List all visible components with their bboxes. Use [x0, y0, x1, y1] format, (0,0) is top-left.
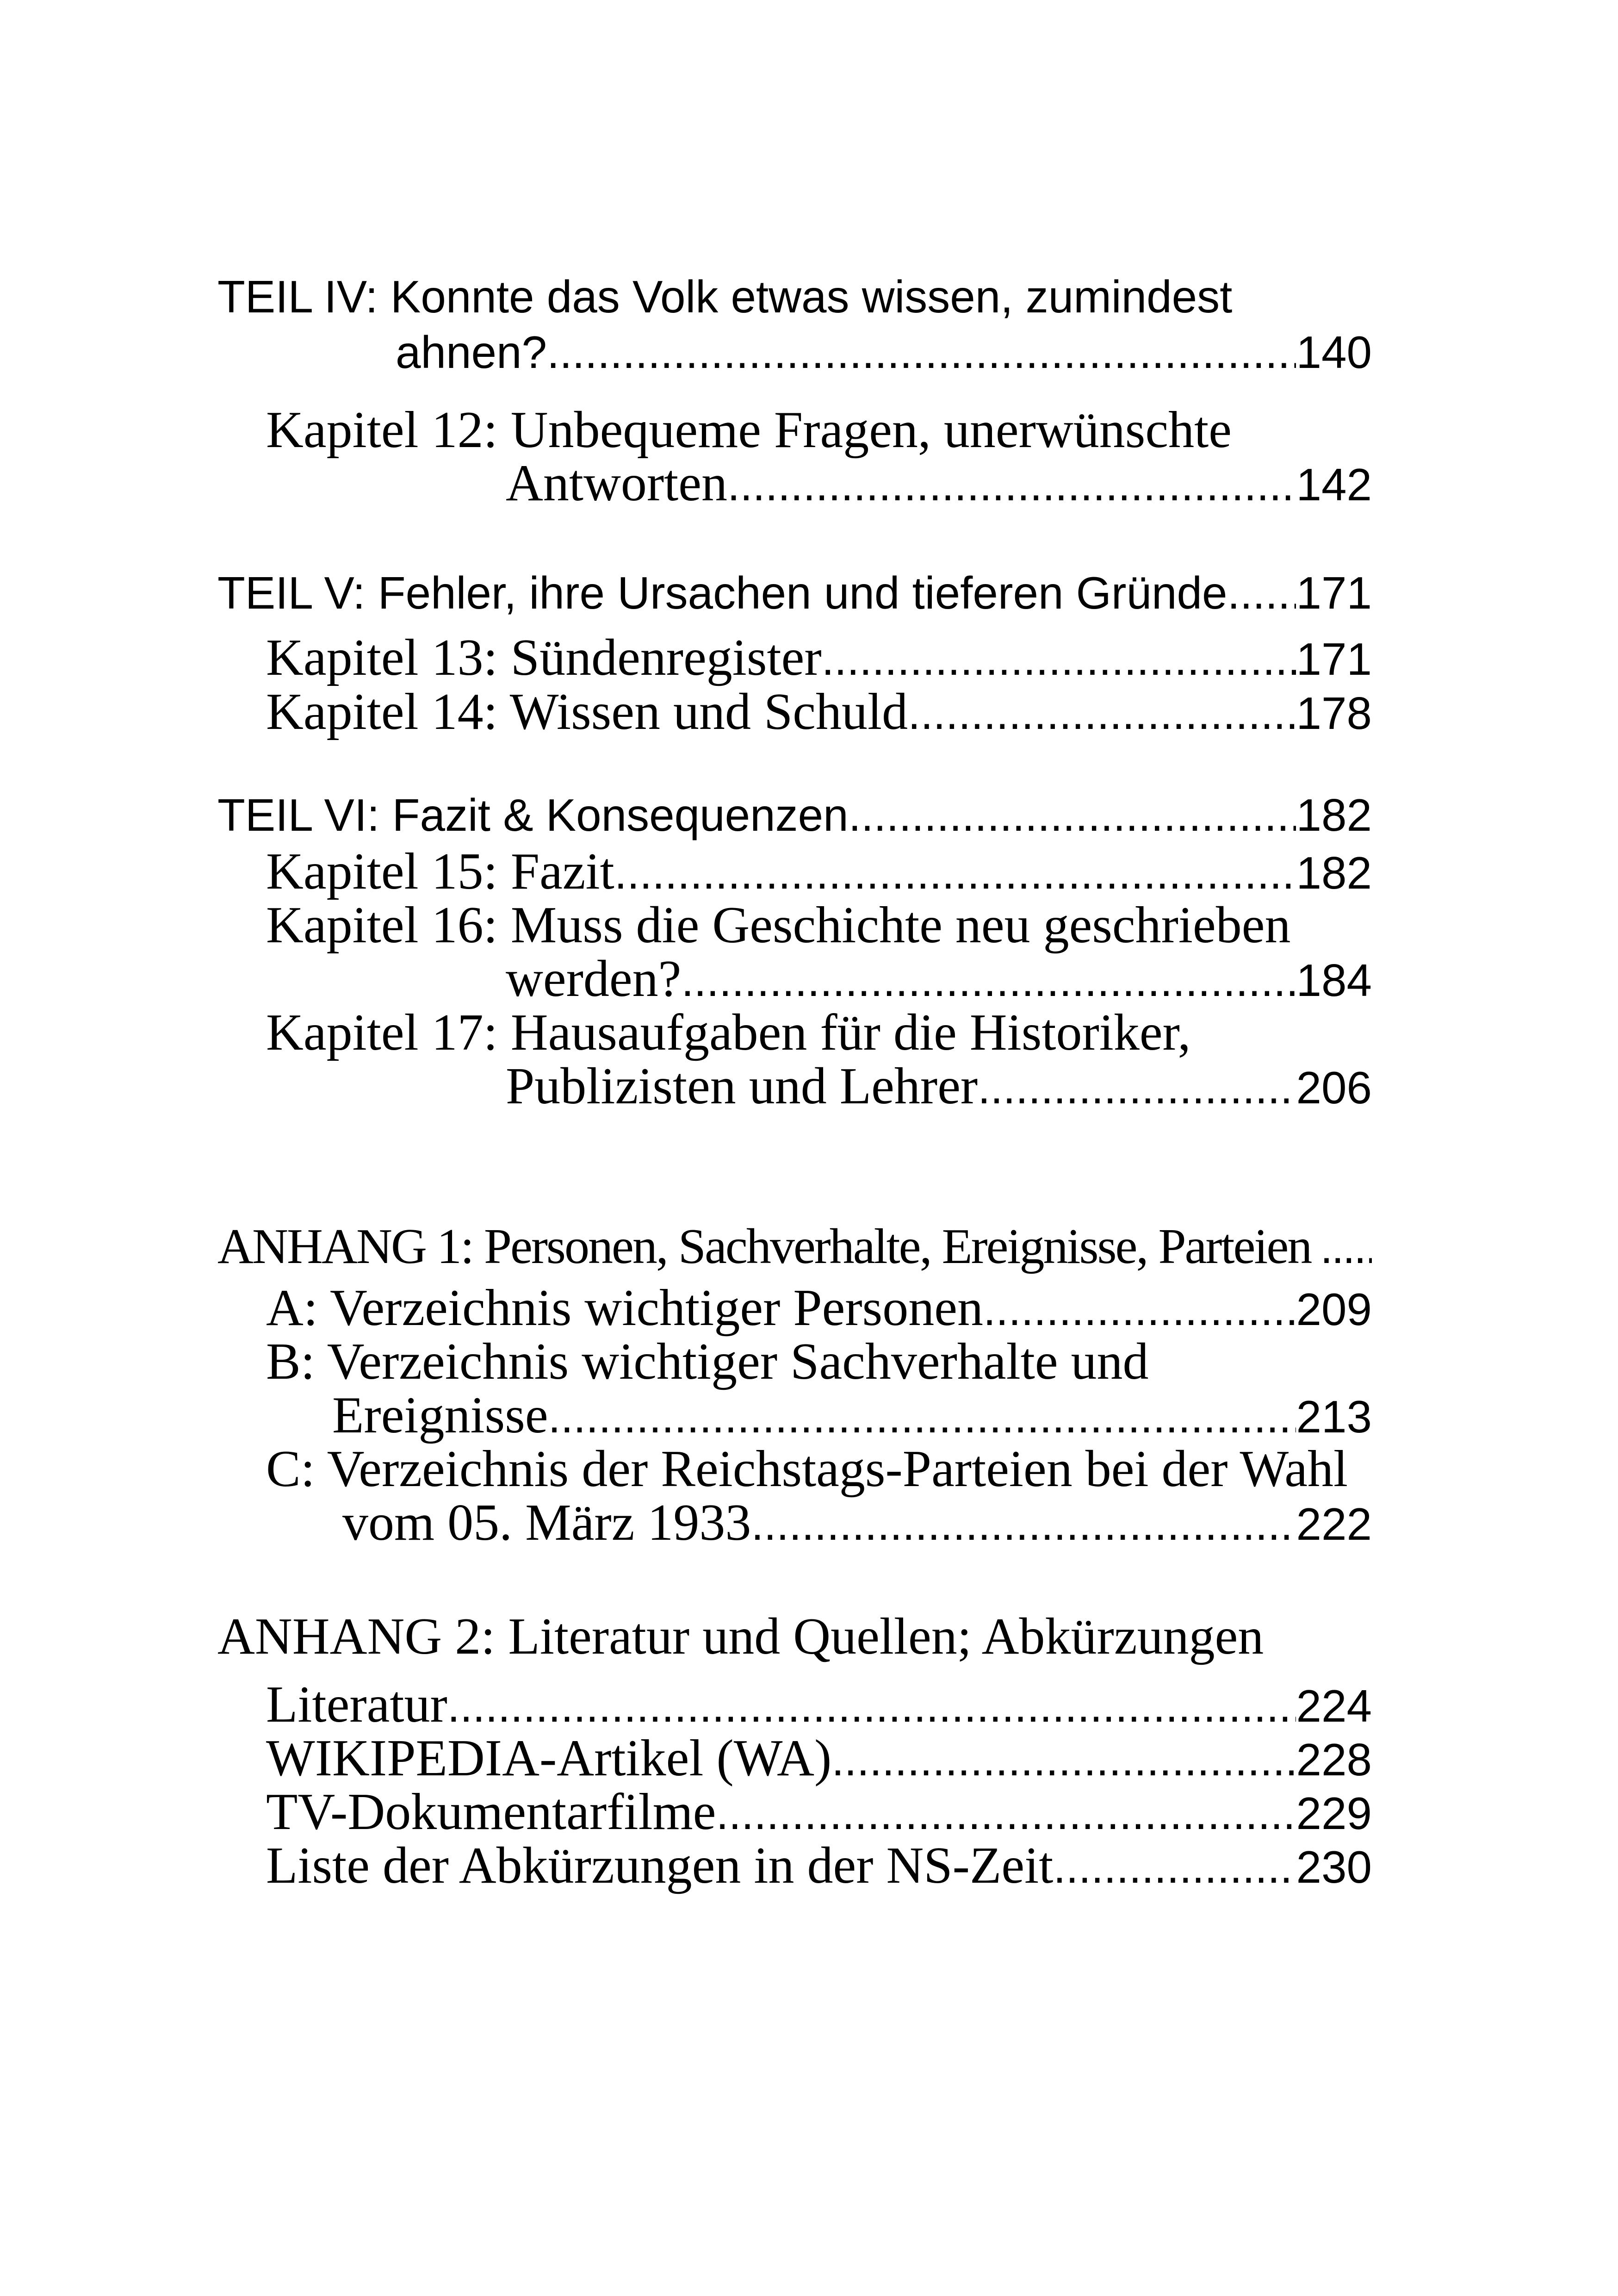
appendix-entry-continuation: vom 05. März 1933: [342, 1494, 751, 1551]
page-number: 171: [1296, 634, 1372, 684]
chapter-title-continuation: werden?: [506, 950, 682, 1008]
dot-leader: [716, 1791, 1296, 1836]
chapter-title: Kapitel 12: Unbequeme Fragen, unerwünschte: [266, 401, 1232, 459]
page-number: 171: [1296, 567, 1372, 618]
toc-entry[interactable]: [266, 843, 1372, 900]
toc-entry[interactable]: [266, 1279, 1372, 1337]
toc-entry[interactable]: [396, 327, 1372, 378]
page-number: 206: [1296, 1062, 1372, 1113]
part-title: TEIL VI: Fazit & Konsequenzen: [217, 790, 849, 840]
dot-leader: [447, 1683, 1296, 1729]
page-number: 230: [1296, 1842, 1372, 1892]
page-number: 182: [1296, 847, 1372, 898]
chapter-title: Kapitel 15: Fazit: [266, 843, 614, 900]
part-title: TEIL IV: Konnte das Volk etwas wissen, zumindest: [217, 271, 1233, 322]
dot-leader: [681, 958, 1296, 1003]
toc-entry[interactable]: [332, 1387, 1372, 1444]
dot-leader: [908, 691, 1296, 736]
chapter-title: Kapitel 17: Hausaufgaben für die Historiker,: [266, 1004, 1191, 1061]
page-number: 213: [1296, 1391, 1372, 1442]
dot-leader: [978, 1065, 1296, 1110]
appendix-entry-title: Literatur: [266, 1676, 447, 1733]
dot-leader: [849, 792, 1296, 838]
chapter-title-continuation: Publizisten und Lehrer: [506, 1058, 978, 1115]
part-title: TEIL V: Fehler, ihre Ursachen und tieferen Gründe: [217, 567, 1227, 618]
dot-leader: [1227, 570, 1296, 616]
chapter-title-continuation: Antworten: [506, 454, 728, 512]
appendix-heading[interactable]: [217, 1219, 1372, 1274]
toc-entry[interactable]: [506, 950, 1372, 1008]
toc-entry[interactable]: [506, 1058, 1372, 1115]
dot-leader: [822, 636, 1296, 682]
toc-entry[interactable]: [506, 454, 1372, 512]
appendix-entry-title: C: Verzeichnis der Reichstags-Parteien bei der Wahl: [266, 1440, 1348, 1498]
dot-leader: [751, 1501, 1296, 1547]
page-number: 140: [1296, 327, 1372, 378]
toc-entry[interactable]: [217, 567, 1372, 618]
dot-leader: [727, 462, 1296, 507]
toc-entry[interactable]: [342, 1494, 1372, 1551]
part-title-continuation: ahnen?: [396, 327, 547, 378]
dot-leader: [1311, 1225, 1372, 1270]
toc-entry[interactable]: [217, 792, 1372, 838]
dot-leader: [831, 1737, 1296, 1782]
chapter-title: Kapitel 14: Wissen und Schuld: [266, 683, 908, 740]
appendix-entry-title: B: Verzeichnis wichtiger Sachverhalte und: [266, 1333, 1149, 1390]
appendix-entry-title: Liste der Abkürzungen in der NS-Zeit: [266, 1837, 1054, 1894]
page-number: 182: [1296, 790, 1372, 840]
appendix-entry-continuation: Ereignisse: [332, 1387, 548, 1444]
dot-leader: [547, 330, 1296, 375]
dot-leader: [1053, 1844, 1296, 1890]
toc-entry[interactable]: [266, 683, 1372, 740]
toc-entry[interactable]: [266, 1783, 1372, 1841]
toc-entry[interactable]: [266, 629, 1372, 686]
toc-entry[interactable]: [266, 1676, 1372, 1733]
toc-entry[interactable]: [266, 1730, 1372, 1787]
chapter-title: Kapitel 16: Muss die Geschichte neu geschrieben: [266, 896, 1291, 954]
page-number: 224: [1296, 1680, 1372, 1731]
dot-leader: [548, 1394, 1296, 1439]
toc-entry[interactable]: [266, 1837, 1372, 1894]
appendix-title: ANHANG 1: Personen, Sachverhalte, Ereignisse, Parteien: [217, 1219, 1311, 1274]
page-number: 178: [1296, 688, 1372, 739]
chapter-title: Kapitel 13: Sündenregister: [266, 629, 822, 686]
page-number: 142: [1296, 459, 1372, 510]
dot-leader: [983, 1287, 1296, 1332]
appendix-entry-title: WIKIPEDIA-Artikel (WA): [266, 1730, 832, 1787]
appendix-entry-title: A: Verzeichnis wichtiger Personen: [266, 1279, 983, 1337]
page-number: 209: [1296, 1284, 1372, 1335]
dot-leader: [614, 850, 1296, 896]
page-number: 229: [1296, 1788, 1372, 1839]
page-number: 222: [1296, 1499, 1372, 1549]
appendix-entry-title: TV-Dokumentarfilme: [266, 1783, 716, 1841]
appendix-title: ANHANG 2: Literatur und Quellen; Abkürzungen: [217, 1608, 1264, 1665]
page-number: 228: [1296, 1734, 1372, 1785]
page-number: 184: [1296, 955, 1372, 1006]
